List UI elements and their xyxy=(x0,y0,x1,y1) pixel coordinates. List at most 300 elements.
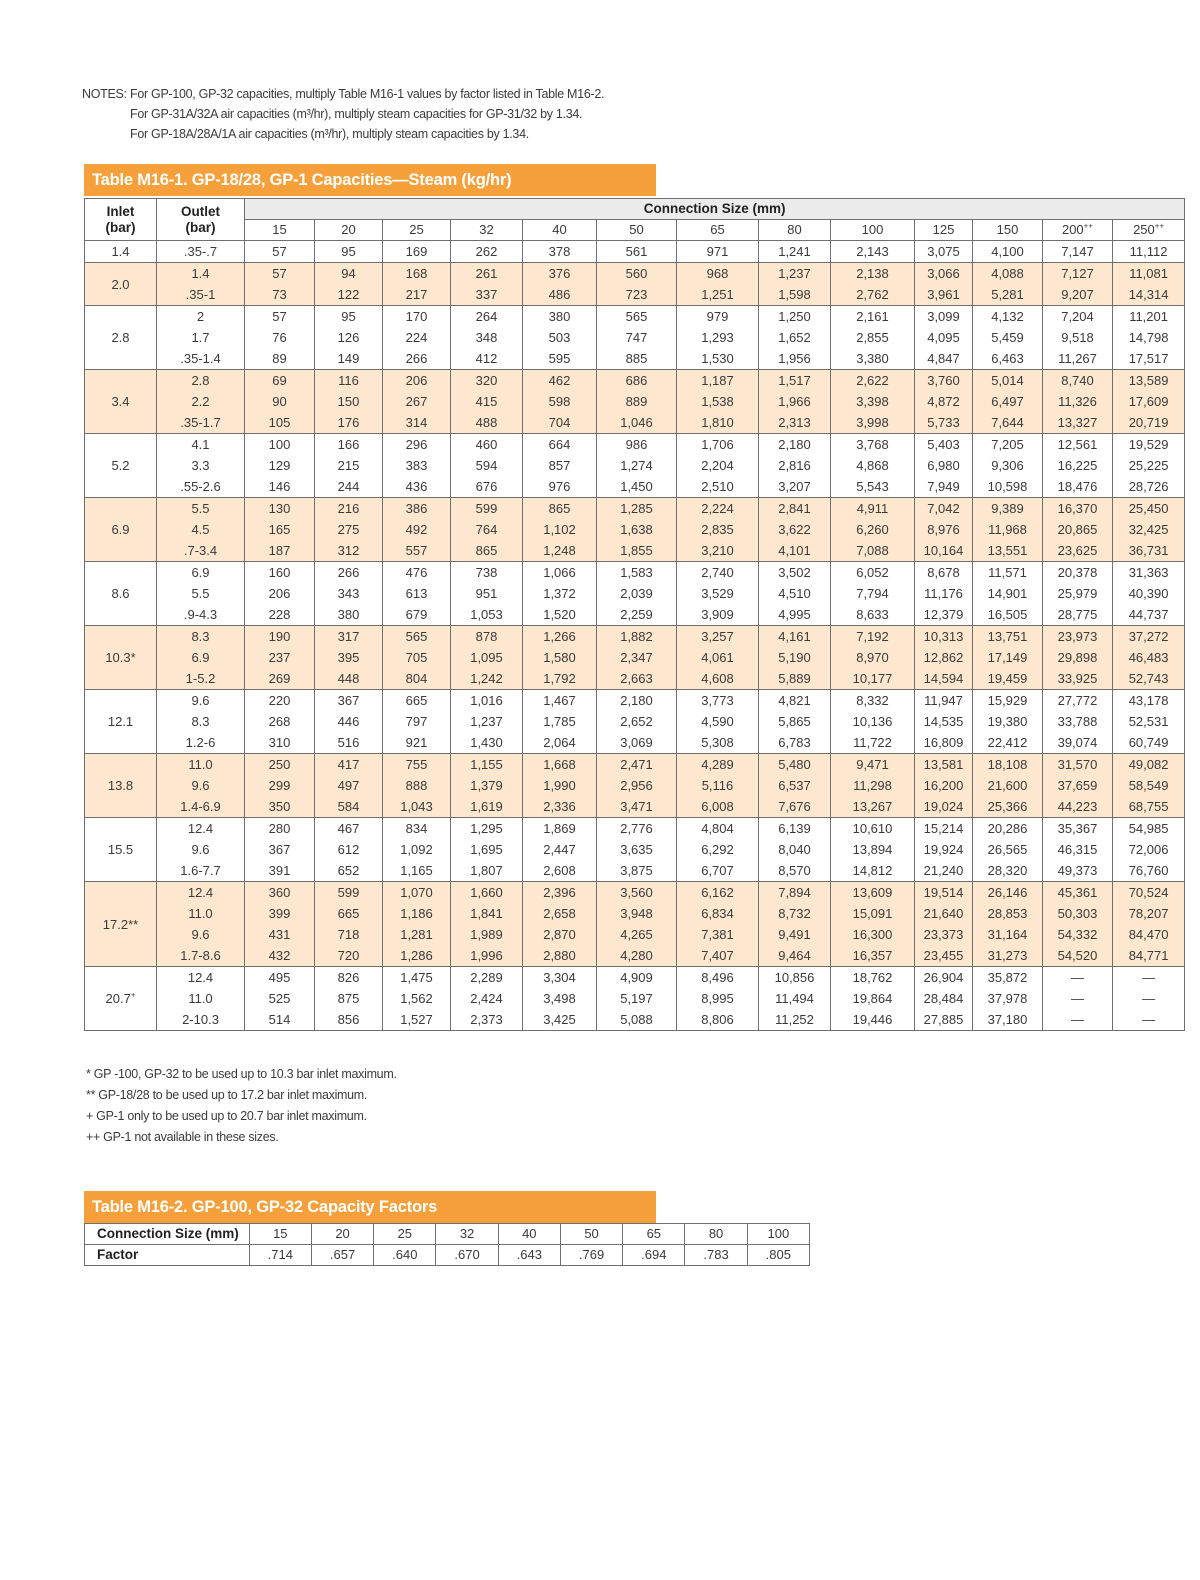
capacity-cell: 4,608 xyxy=(677,668,759,690)
capacity-cell: 1,869 xyxy=(523,818,597,840)
capacity-cell: 13,267 xyxy=(831,796,915,818)
capacity-cell: 19,514 xyxy=(915,882,973,904)
capacity-cell: 44,223 xyxy=(1043,796,1113,818)
capacity-cell: 380 xyxy=(315,604,383,626)
capacity-cell: 1,092 xyxy=(383,839,451,860)
capacity-cell: 10,598 xyxy=(973,476,1043,498)
capacity-cell: 584 xyxy=(315,796,383,818)
capacity-cell: 3,210 xyxy=(677,540,759,562)
capacity-cell: 889 xyxy=(597,391,677,412)
capacity-cell: 18,762 xyxy=(831,967,915,989)
notes-block xyxy=(82,84,604,144)
capacity-cell: 49,373 xyxy=(1043,860,1113,882)
capacity-cell: 4,821 xyxy=(759,690,831,712)
capacity-cell: 1,379 xyxy=(451,775,523,796)
table-row xyxy=(85,391,1185,412)
capacity-cell: 37,978 xyxy=(973,988,1043,1009)
outlet-cell: 5.5 xyxy=(157,583,245,604)
footnote-1: * GP -100, GP-32 to be used up to 10.3 bar inlet maximum. xyxy=(86,1067,397,1081)
capacity-cell: 679 xyxy=(383,604,451,626)
capacity-cell: 1,450 xyxy=(597,476,677,498)
outlet-cell: 6.9 xyxy=(157,562,245,584)
capacity-cell: 52,531 xyxy=(1113,711,1185,732)
capacity-cell: 9,207 xyxy=(1043,284,1113,306)
capacity-cell: 4,510 xyxy=(759,583,831,604)
capacity-cell: 23,625 xyxy=(1043,540,1113,562)
capacity-cell: 3,066 xyxy=(915,263,973,285)
capacity-cell: 11,112 xyxy=(1113,241,1185,263)
capacity-cell: 8,040 xyxy=(759,839,831,860)
capacity-cell: 7,205 xyxy=(973,434,1043,456)
capacity-cell: 391 xyxy=(245,860,315,882)
capacity-cell: 27,772 xyxy=(1043,690,1113,712)
capacity-cell: 412 xyxy=(451,348,523,370)
capacity-cell: 1,250 xyxy=(759,306,831,328)
capacity-cell: 11,176 xyxy=(915,583,973,604)
outlet-cell: 9.6 xyxy=(157,839,245,860)
capacity-cell: 921 xyxy=(383,732,451,754)
capacity-cell: 594 xyxy=(451,455,523,476)
capacity-cell: 72,006 xyxy=(1113,839,1185,860)
capacity-cell: 8,806 xyxy=(677,1009,759,1031)
connection-size-header: Connection Size (mm) xyxy=(245,199,1185,220)
capacity-cell: 1,841 xyxy=(451,903,523,924)
capacity-cell: 9,306 xyxy=(973,455,1043,476)
capacity-cell: 20,865 xyxy=(1043,519,1113,540)
capacity-cell: 170 xyxy=(383,306,451,328)
capacity-cell: 150 xyxy=(315,391,383,412)
capacity-cell: 13,751 xyxy=(973,626,1043,648)
table-row xyxy=(85,839,1185,860)
capacity-cell: 89 xyxy=(245,348,315,370)
capacity-cell: 3,773 xyxy=(677,690,759,712)
capacity-cell: 764 xyxy=(451,519,523,540)
capacity-cell: 2,658 xyxy=(523,903,597,924)
outlet-cell: 11.0 xyxy=(157,988,245,1009)
capacity-cell: 16,357 xyxy=(831,945,915,967)
capacity-cell: 2,143 xyxy=(831,241,915,263)
capacity-cell: 6,052 xyxy=(831,562,915,584)
capacity-cell: 7,088 xyxy=(831,540,915,562)
factor-size-cell: 50 xyxy=(560,1224,622,1245)
table-row xyxy=(85,434,1185,456)
capacity-cell: 9,389 xyxy=(973,498,1043,520)
capacity-cell: 45,361 xyxy=(1043,882,1113,904)
capacity-cell: 705 xyxy=(383,647,451,668)
capacity-cell: 2,762 xyxy=(831,284,915,306)
capacity-cell: 5,889 xyxy=(759,668,831,690)
inlet-cell: 2.0 xyxy=(85,263,157,306)
factor-size-cell: 100 xyxy=(747,1224,809,1245)
capacity-cell: 12,379 xyxy=(915,604,973,626)
capacity-cell: — xyxy=(1043,988,1113,1009)
capacity-cell: 1,638 xyxy=(597,519,677,540)
capacity-cell: 4,265 xyxy=(597,924,677,945)
capacity-cell: 2,880 xyxy=(523,945,597,967)
capacity-cell: 3,471 xyxy=(597,796,677,818)
capacity-cell: 78,207 xyxy=(1113,903,1185,924)
capacity-cell: 269 xyxy=(245,668,315,690)
capacity-cell: 11,267 xyxy=(1043,348,1113,370)
capacity-cell: 17,149 xyxy=(973,647,1043,668)
capacity-cell: 18,108 xyxy=(973,754,1043,776)
outlet-cell: 11.0 xyxy=(157,754,245,776)
size-header-15: 15 xyxy=(245,220,315,241)
capacity-cell: 2,510 xyxy=(677,476,759,498)
capacity-cell: 7,676 xyxy=(759,796,831,818)
capacity-cell: 320 xyxy=(451,370,523,392)
capacity-cell: 4,872 xyxy=(915,391,973,412)
capacity-cell: 28,320 xyxy=(973,860,1043,882)
capacity-factors-table xyxy=(84,1223,810,1266)
size-header-25: 25 xyxy=(383,220,451,241)
capacity-cell: 4,911 xyxy=(831,498,915,520)
factor-value-cell: .640 xyxy=(374,1245,436,1266)
capacity-cell: 2,138 xyxy=(831,263,915,285)
outlet-cell: 3.3 xyxy=(157,455,245,476)
capacity-cell: 33,925 xyxy=(1043,668,1113,690)
capacity-cell: 2,289 xyxy=(451,967,523,989)
table-row xyxy=(85,562,1185,584)
capacity-cell: 73 xyxy=(245,284,315,306)
capacity-cell: 16,300 xyxy=(831,924,915,945)
capacity-cell: 3,099 xyxy=(915,306,973,328)
capacity-cell: 31,570 xyxy=(1043,754,1113,776)
size-header-80: 80 xyxy=(759,220,831,241)
capacity-cell: 76 xyxy=(245,327,315,348)
capacity-cell: 25,366 xyxy=(973,796,1043,818)
footnotes xyxy=(86,1064,397,1148)
capacity-cell: 1,046 xyxy=(597,412,677,434)
capacity-cell: 12,862 xyxy=(915,647,973,668)
capacity-cell: 100 xyxy=(245,434,315,456)
capacity-cell: 116 xyxy=(315,370,383,392)
capacity-cell: 5,281 xyxy=(973,284,1043,306)
capacity-cell: 7,794 xyxy=(831,583,915,604)
capacity-cell: 296 xyxy=(383,434,451,456)
capacity-cell: 5,459 xyxy=(973,327,1043,348)
capacity-cell: 50,303 xyxy=(1043,903,1113,924)
capacity-cell: 386 xyxy=(383,498,451,520)
capacity-cell: 11,947 xyxy=(915,690,973,712)
capacity-cell: 865 xyxy=(523,498,597,520)
table-row xyxy=(85,455,1185,476)
footnote-4: ++ GP-1 not available in these sizes. xyxy=(86,1130,279,1144)
capacity-cell: 54,332 xyxy=(1043,924,1113,945)
capacity-cell: 20,719 xyxy=(1113,412,1185,434)
capacity-cell: 23,373 xyxy=(915,924,973,945)
capacity-cell: 149 xyxy=(315,348,383,370)
capacity-cell: 168 xyxy=(383,263,451,285)
outlet-cell: 9.6 xyxy=(157,924,245,945)
capacity-cell: 561 xyxy=(597,241,677,263)
inlet-cell: 8.6 xyxy=(85,562,157,626)
capacity-cell: 35,367 xyxy=(1043,818,1113,840)
capacity-cell: 4,161 xyxy=(759,626,831,648)
capacity-cell: 54,985 xyxy=(1113,818,1185,840)
capacity-cell: 280 xyxy=(245,818,315,840)
capacity-cell: 337 xyxy=(451,284,523,306)
capacity-cell: 220 xyxy=(245,690,315,712)
capacity-cell: 46,315 xyxy=(1043,839,1113,860)
capacity-cell: 15,091 xyxy=(831,903,915,924)
factor-value-cell: .714 xyxy=(249,1245,311,1266)
capacity-cell: 4,095 xyxy=(915,327,973,348)
table-row xyxy=(85,690,1185,712)
capacity-cell: 4,101 xyxy=(759,540,831,562)
capacity-cell: 11,081 xyxy=(1113,263,1185,285)
outlet-cell: 9.6 xyxy=(157,690,245,712)
capacity-cell: 6,980 xyxy=(915,455,973,476)
capacity-cell: 1,475 xyxy=(383,967,451,989)
capacity-cell: 11,571 xyxy=(973,562,1043,584)
capacity-cell: 1,237 xyxy=(451,711,523,732)
capacity-cell: 723 xyxy=(597,284,677,306)
capacity-cell: 804 xyxy=(383,668,451,690)
capacity-cell: 343 xyxy=(315,583,383,604)
capacity-cell: 971 xyxy=(677,241,759,263)
capacity-cell: 348 xyxy=(451,327,523,348)
capacity-cell: 1,285 xyxy=(597,498,677,520)
capacity-cell: 557 xyxy=(383,540,451,562)
footnote-2: ** GP-18/28 to be used up to 17.2 bar inlet maximum. xyxy=(86,1088,368,1102)
capacity-cell: 2,608 xyxy=(523,860,597,882)
capacity-cell: 17,609 xyxy=(1113,391,1185,412)
capacity-cell: 37,180 xyxy=(973,1009,1043,1031)
capacity-cell: 3,768 xyxy=(831,434,915,456)
capacity-cell: 2,424 xyxy=(451,988,523,1009)
capacity-cell: 19,446 xyxy=(831,1009,915,1031)
capacity-cell: 166 xyxy=(315,434,383,456)
capacity-cell: 54,520 xyxy=(1043,945,1113,967)
note-line-1: For GP-100, GP-32 capacities, multiply Table M16-1 values by factor listed in Table M16-2. xyxy=(130,87,605,101)
capacity-cell: 5,088 xyxy=(597,1009,677,1031)
capacity-cell: 206 xyxy=(245,583,315,604)
capacity-cell: — xyxy=(1113,1009,1185,1031)
factor-value-cell: .783 xyxy=(685,1245,747,1266)
capacity-cell: 1,043 xyxy=(383,796,451,818)
inlet-cell: 13.8 xyxy=(85,754,157,818)
capacity-cell: 3,622 xyxy=(759,519,831,540)
capacity-cell: 1,251 xyxy=(677,284,759,306)
capacity-cell: 1,562 xyxy=(383,988,451,1009)
size-header-65: 65 xyxy=(677,220,759,241)
capacity-cell: 28,726 xyxy=(1113,476,1185,498)
capacity-cell: 31,273 xyxy=(973,945,1043,967)
outlet-cell: 4.1 xyxy=(157,434,245,456)
capacity-cell: 1,281 xyxy=(383,924,451,945)
size-header-200: 200++ xyxy=(1043,220,1113,241)
capacity-cell: 492 xyxy=(383,519,451,540)
table-row xyxy=(85,348,1185,370)
capacity-cell: 11,968 xyxy=(973,519,1043,540)
size-header-125: 125 xyxy=(915,220,973,241)
capacity-cell: 14,535 xyxy=(915,711,973,732)
outlet-cell: 12.4 xyxy=(157,818,245,840)
outlet-cell: 12.4 xyxy=(157,967,245,989)
table-row xyxy=(85,711,1185,732)
capacity-cell: 10,856 xyxy=(759,967,831,989)
capacity-cell: 215 xyxy=(315,455,383,476)
capacity-cell: 598 xyxy=(523,391,597,412)
capacity-cell: 299 xyxy=(245,775,315,796)
capacity-cell: 4,868 xyxy=(831,455,915,476)
capacity-cell: 1,070 xyxy=(383,882,451,904)
capacity-cell: 7,407 xyxy=(677,945,759,967)
capacity-cell: 417 xyxy=(315,754,383,776)
capacity-cell: 1,155 xyxy=(451,754,523,776)
capacity-cell: 4,804 xyxy=(677,818,759,840)
capacity-cell: 122 xyxy=(315,284,383,306)
capacity-cell: 1,241 xyxy=(759,241,831,263)
capacity-cell: 1,660 xyxy=(451,882,523,904)
table-row xyxy=(85,604,1185,626)
outlet-cell: 2.2 xyxy=(157,391,245,412)
outlet-cell: 5.5 xyxy=(157,498,245,520)
capacity-cell: 1,652 xyxy=(759,327,831,348)
outlet-cell: 1.4-6.9 xyxy=(157,796,245,818)
capacity-cell: 399 xyxy=(245,903,315,924)
outlet-header: Outlet (bar) xyxy=(157,199,245,241)
capacity-cell: 6,834 xyxy=(677,903,759,924)
capacity-cell: 8,970 xyxy=(831,647,915,668)
capacity-cell: 31,164 xyxy=(973,924,1043,945)
capacity-cell: 190 xyxy=(245,626,315,648)
table-row xyxy=(85,306,1185,328)
capacity-cell: 486 xyxy=(523,284,597,306)
capacity-cell: 266 xyxy=(315,562,383,584)
capacity-cell: 57 xyxy=(245,241,315,263)
capacity-cell: 1,990 xyxy=(523,775,597,796)
capacity-cell: 826 xyxy=(315,967,383,989)
capacity-cell: 8,496 xyxy=(677,967,759,989)
capacity-cell: 1,530 xyxy=(677,348,759,370)
capacity-cell: 1,095 xyxy=(451,647,523,668)
capacity-cell: 19,380 xyxy=(973,711,1043,732)
capacity-cell: 2,039 xyxy=(597,583,677,604)
capacity-cell: 2,841 xyxy=(759,498,831,520)
capacity-cell: 1,668 xyxy=(523,754,597,776)
factor-value-cell: .694 xyxy=(623,1245,685,1266)
table-row xyxy=(85,540,1185,562)
capacity-cell: 84,470 xyxy=(1113,924,1185,945)
size-header-20: 20 xyxy=(315,220,383,241)
capacity-cell: 3,560 xyxy=(597,882,677,904)
capacity-cell: 267 xyxy=(383,391,451,412)
capacity-cell: 52,743 xyxy=(1113,668,1185,690)
capacity-cell: 665 xyxy=(383,690,451,712)
capacity-cell: 1,266 xyxy=(523,626,597,648)
capacity-cell: 4,280 xyxy=(597,945,677,967)
capacity-cell: 268 xyxy=(245,711,315,732)
capacity-cell: 31,363 xyxy=(1113,562,1185,584)
capacity-cell: 94 xyxy=(315,263,383,285)
capacity-cell: 90 xyxy=(245,391,315,412)
capacity-cell: 3,502 xyxy=(759,562,831,584)
outlet-cell: 4.5 xyxy=(157,519,245,540)
capacity-cell: 12,561 xyxy=(1043,434,1113,456)
capacity-cell: 979 xyxy=(677,306,759,328)
table-row xyxy=(85,284,1185,306)
capacity-cell: 3,398 xyxy=(831,391,915,412)
inlet-cell: 12.1 xyxy=(85,690,157,754)
capacity-cell: 951 xyxy=(451,583,523,604)
outlet-cell: .35-1.4 xyxy=(157,348,245,370)
capacity-cell: 2,204 xyxy=(677,455,759,476)
capacity-cell: 503 xyxy=(523,327,597,348)
capacity-cell: 1,467 xyxy=(523,690,597,712)
capacity-cell: 5,733 xyxy=(915,412,973,434)
size-header-250: 250++ xyxy=(1113,220,1185,241)
capacity-cell: 6,783 xyxy=(759,732,831,754)
capacity-cell: 17,517 xyxy=(1113,348,1185,370)
factor-value-cell: .643 xyxy=(498,1245,560,1266)
capacity-cell: 6,139 xyxy=(759,818,831,840)
capacity-cell: 1,016 xyxy=(451,690,523,712)
capacity-cell: 21,640 xyxy=(915,903,973,924)
capacity-cell: 3,498 xyxy=(523,988,597,1009)
capacity-cell: 7,381 xyxy=(677,924,759,945)
outlet-cell: 1.6-7.7 xyxy=(157,860,245,882)
factor-value-cell: .657 xyxy=(311,1245,373,1266)
inlet-cell: 6.9 xyxy=(85,498,157,562)
capacity-cell: 599 xyxy=(315,882,383,904)
capacity-cell: 275 xyxy=(315,519,383,540)
capacity-cell: — xyxy=(1113,988,1185,1009)
capacity-cell: 129 xyxy=(245,455,315,476)
inlet-cell: 2.8 xyxy=(85,306,157,370)
capacity-cell: 1,372 xyxy=(523,583,597,604)
capacity-cell: 488 xyxy=(451,412,523,434)
capacity-cell: 16,809 xyxy=(915,732,973,754)
factor-size-cell: 40 xyxy=(498,1224,560,1245)
capacity-cell: 40,390 xyxy=(1113,583,1185,604)
capacity-cell: 262 xyxy=(451,241,523,263)
capacity-cell: 26,565 xyxy=(973,839,1043,860)
capacity-cell: 676 xyxy=(451,476,523,498)
capacity-cell: 1,785 xyxy=(523,711,597,732)
capacity-cell: 2,956 xyxy=(597,775,677,796)
capacity-cell: 1,520 xyxy=(523,604,597,626)
size-header-100: 100 xyxy=(831,220,915,241)
capacity-cell: 704 xyxy=(523,412,597,434)
capacity-cell: 525 xyxy=(245,988,315,1009)
capacity-cell: 19,459 xyxy=(973,668,1043,690)
table-row xyxy=(85,263,1185,285)
capacity-cell: 21,240 xyxy=(915,860,973,882)
capacity-cell: 797 xyxy=(383,711,451,732)
capacity-cell: 612 xyxy=(315,839,383,860)
table-row xyxy=(85,967,1185,989)
capacity-cell: 497 xyxy=(315,775,383,796)
capacity-cell: 14,594 xyxy=(915,668,973,690)
capacity-cell: 378 xyxy=(523,241,597,263)
capacity-cell: 3,909 xyxy=(677,604,759,626)
table-row xyxy=(85,945,1185,967)
capacity-cell: — xyxy=(1043,1009,1113,1031)
capacity-cell: 7,192 xyxy=(831,626,915,648)
capacity-cell: 317 xyxy=(315,626,383,648)
outlet-cell: .7-3.4 xyxy=(157,540,245,562)
capacity-cell: 1,274 xyxy=(597,455,677,476)
capacity-cell: 462 xyxy=(523,370,597,392)
capacity-cell: 2,835 xyxy=(677,519,759,540)
capacity-cell: 720 xyxy=(315,945,383,967)
capacity-cell: 6,260 xyxy=(831,519,915,540)
capacity-cell: 747 xyxy=(597,327,677,348)
capacity-cell: 1,066 xyxy=(523,562,597,584)
outlet-cell: 1.7 xyxy=(157,327,245,348)
